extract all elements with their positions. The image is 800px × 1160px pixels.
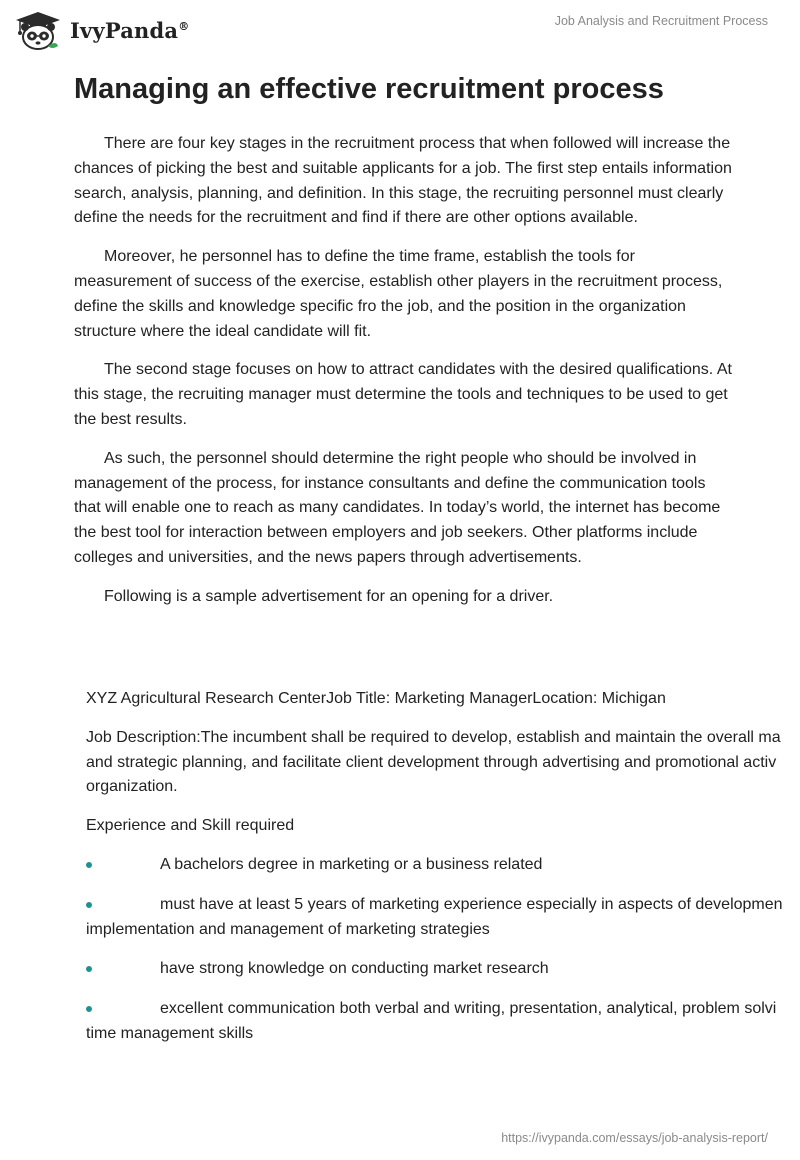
list-item [86, 893, 800, 943]
page-header [0, 0, 800, 60]
ad-header-line: XYZ Agricultural Research CenterJob Title: Marketing ManagerLocation: Michigan [86, 690, 666, 707]
source-url-link[interactable]: https://ivypanda.com/essays/job-analysis-report/ [501, 1131, 768, 1145]
brand-name [70, 18, 189, 43]
list-item-text-continued: time management skills [86, 1024, 254, 1042]
ad-description-line: organization. [86, 778, 178, 796]
list-item-text-continued: implementation and management of marketing strategies [86, 920, 490, 938]
brand-logo[interactable] [14, 10, 189, 50]
paragraph: Following is a sample advertisement for an opening for a driver. [104, 587, 554, 605]
bullet-icon [86, 902, 92, 908]
paragraph: The second stage focuses on how to attract candidates with the desired qualifications. At this stage, the recruiting manager must determine the tools and techniques to be used to get the best results. [74, 361, 732, 428]
skills-heading: Experience and Skill required [86, 817, 295, 835]
list-item [86, 997, 800, 1047]
sample-advertisement [86, 687, 800, 1062]
list-item [86, 957, 800, 982]
ad-description-line: Job Description:The incumbent shall be required to develop, establish and maintain the overall ma [86, 728, 781, 746]
list-item-text: must have at least 5 years of marketing experience especially in aspects of developmen [160, 895, 783, 913]
document-title: Job Analysis and Recruitment Process [554, 14, 768, 28]
registered-mark: ® [178, 19, 190, 33]
brand-name-text: IvyPanda [70, 17, 179, 43]
paragraph: Moreover, he personnel has to define the time frame, establish the tools for measurement of success of the exercise, establish other players in the recruitment process, define the skills and knowledge specific fro the job, and the position in the organization structure where the ideal candidate will fit. [74, 248, 723, 340]
list-item-text: have strong knowledge on conducting market research [160, 960, 549, 978]
paragraph: As such, the personnel should determine the right people who should be involved in management of the process, for instance consultants and define the communication tools that will enable one to reach as many candidates. In today’s world, the internet has become the best tool for interaction between employers and job seekers. Other platforms include colleges and universities, and the news papers through advertisements. [74, 449, 721, 566]
panda-graduate-icon [14, 10, 62, 50]
section-heading: Managing an effective recruitment process [74, 73, 664, 105]
list-item [86, 853, 800, 878]
ad-description-line: and strategic planning, and facilitate client development through advertising and promotional activ [86, 753, 777, 771]
paragraph: There are four key stages in the recruitment process that when followed will increase the chances of picking the best and suitable applicants for a job. The first step entails information search, analysis, planning, and definition. In this stage, the recruiting personnel must clearly define the needs for the recruitment and find if there are other options available. [74, 135, 732, 227]
list-item-text: A bachelors degree in marketing or a business related [160, 855, 543, 873]
ad-description [86, 726, 800, 800]
article-body [74, 132, 734, 624]
bullet-icon [86, 862, 92, 868]
list-item-text: excellent communication both verbal and writing, presentation, analytical, problem solvi [160, 1000, 777, 1018]
